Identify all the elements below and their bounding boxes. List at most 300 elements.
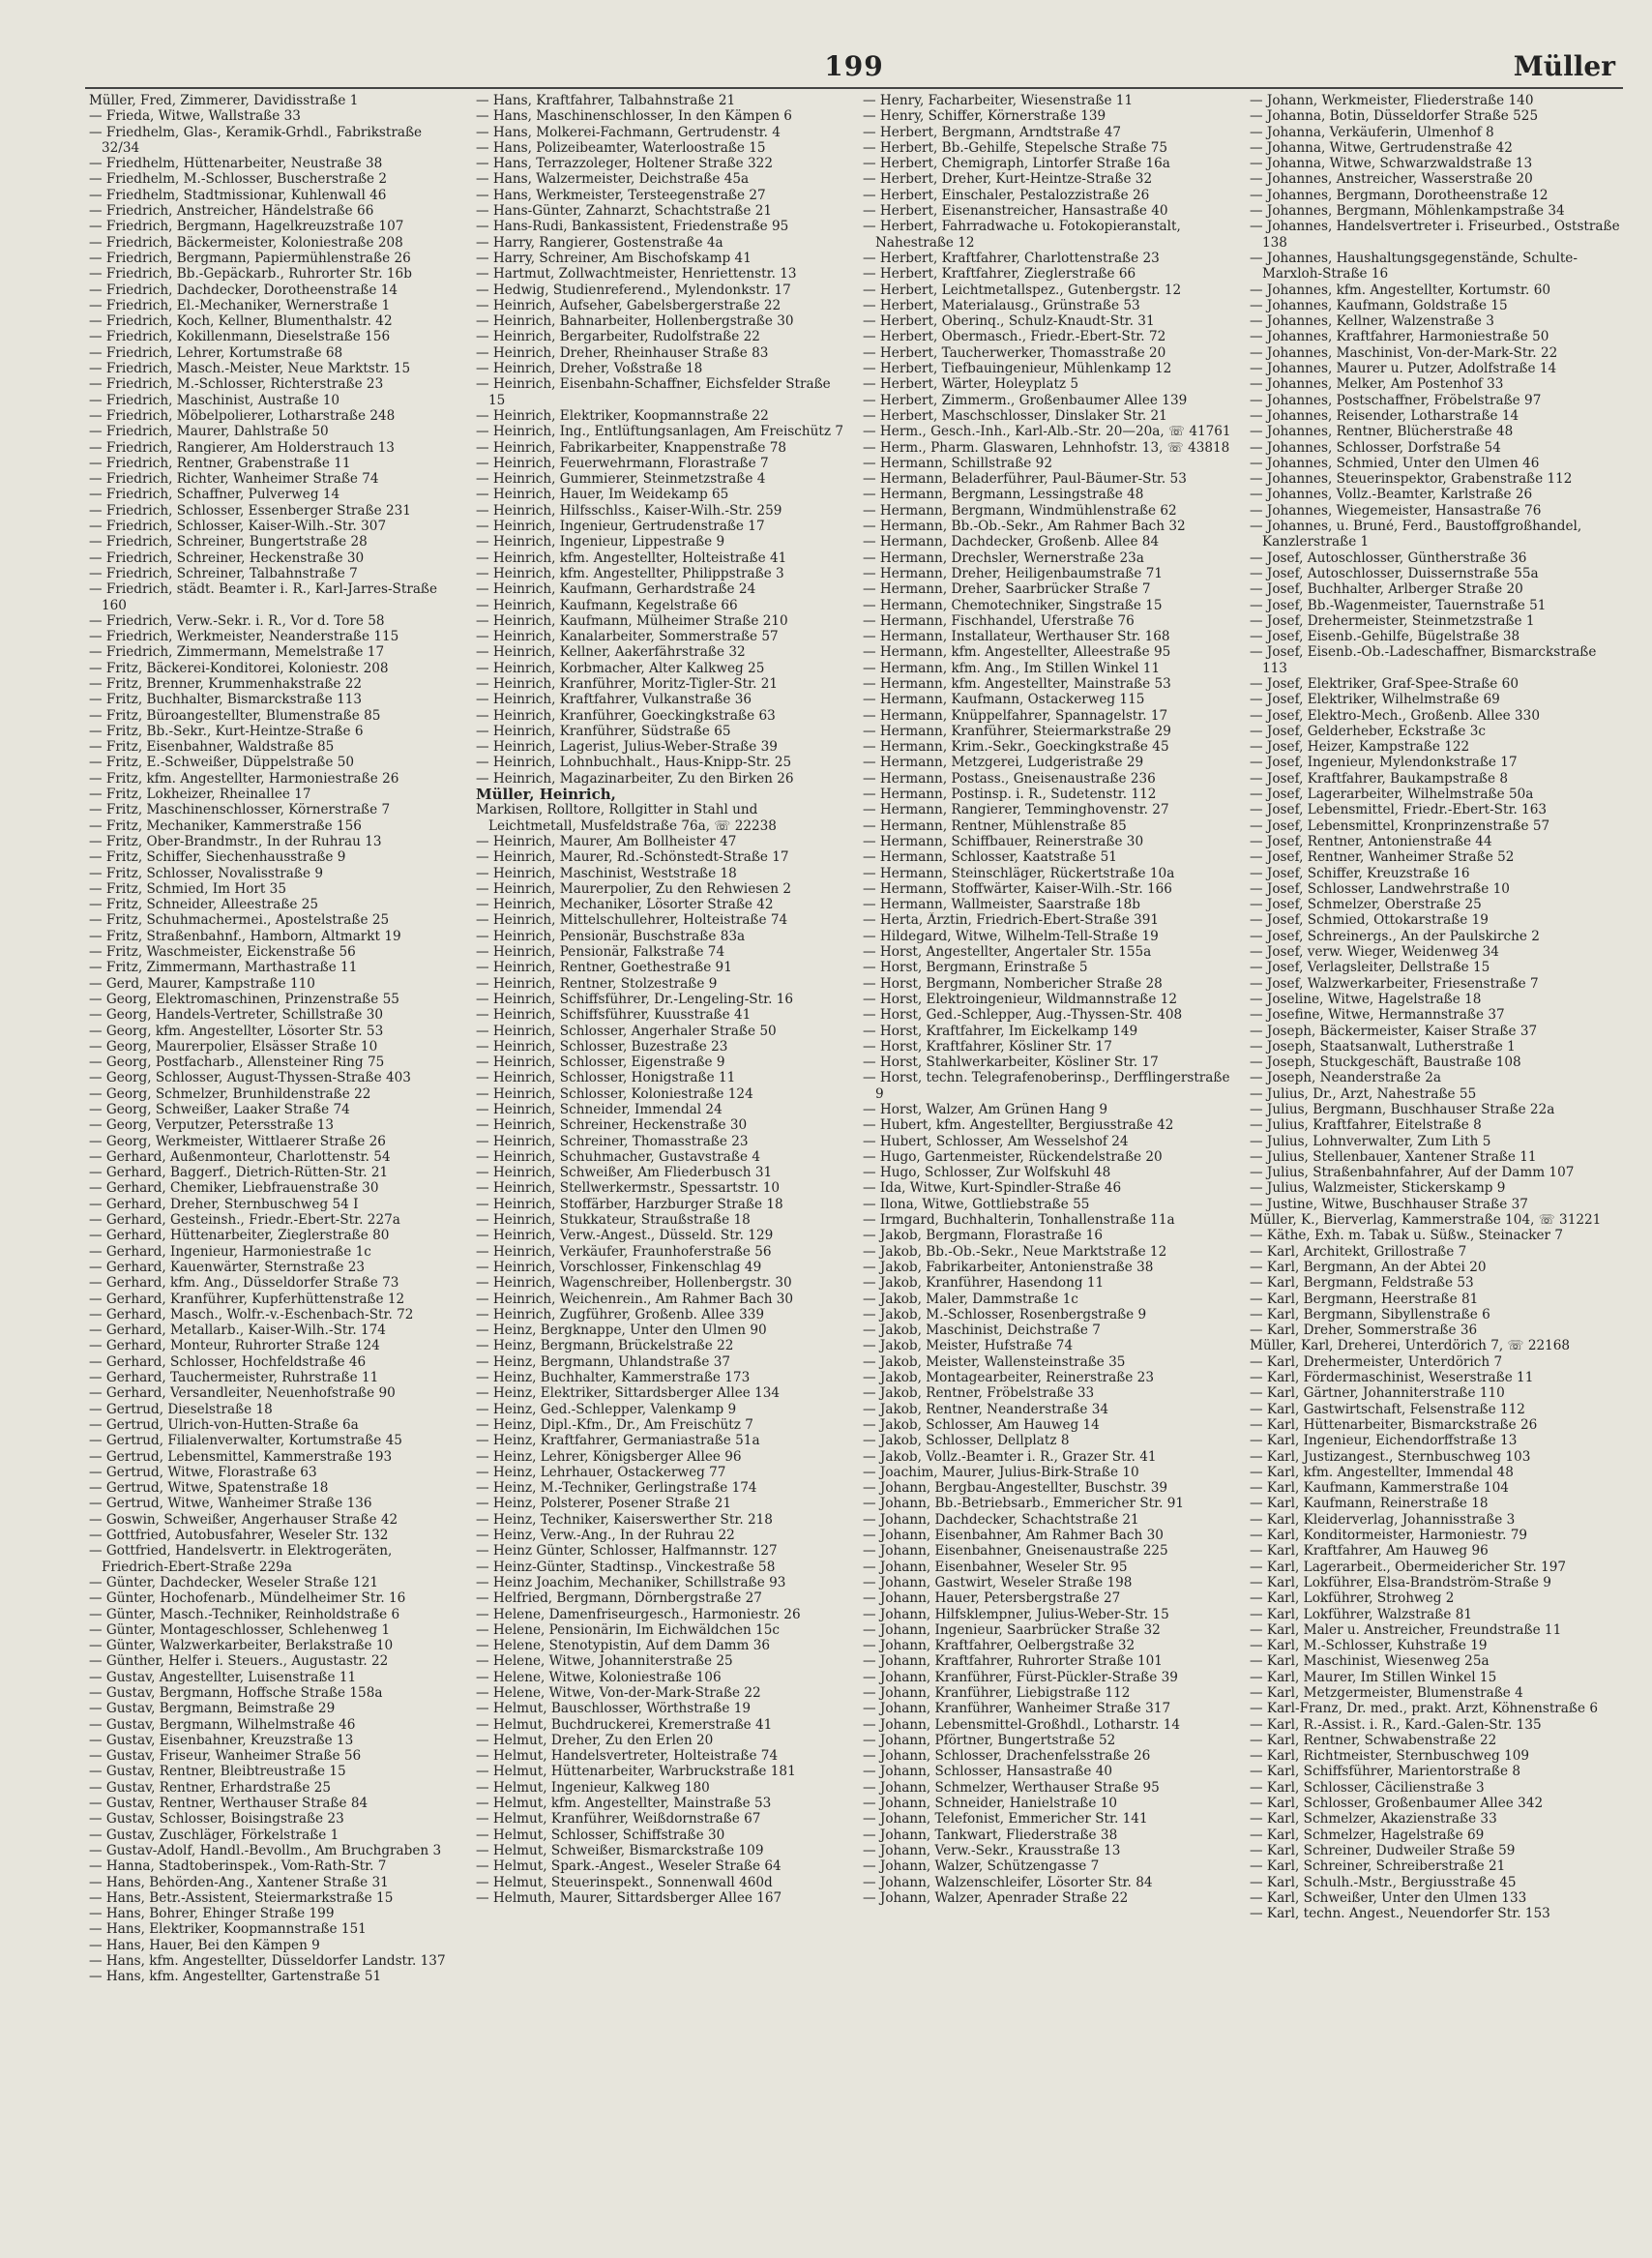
directory-entry: — Ilona, Witwe, Gottliebstraße 55: [863, 1196, 1090, 1212]
directory-entry: — Josef, Lagerarbeiter, Wilhelmstraße 50a: [1250, 787, 1534, 803]
directory-entry: — Gerhard, Außenmonteur, Charlottenstr. 54: [89, 1148, 391, 1165]
directory-entry: — Fritz, Schuhmachermei., Apostelstraße 25: [89, 912, 390, 929]
directory-entry: — Günter, Montageschlosser, Schlehenweg 1: [89, 1621, 391, 1638]
directory-entry: — Josef, Rentner, Antonienstraße 44: [1250, 833, 1492, 849]
directory-entry: — Heinrich, Schreiner, Heckenstraße 30: [476, 1117, 748, 1134]
directory-entry: — Fritz, Ober-Brandmstr., In der Ruhrau 13: [89, 833, 382, 849]
directory-entry: — Fritz, Schmied, Im Hort 35: [89, 880, 286, 897]
directory-entry: — Johann, Gastwirt, Weseler Straße 198: [863, 1574, 1133, 1590]
directory-entry: — Joseph, Stuckgeschäft, Baustraße 108: [1250, 1055, 1521, 1071]
directory-entry: — Gustav, Rentner, Werthauser Straße 84: [89, 1796, 369, 1812]
directory-entry: — Gustav, Bergmann, Wilhelmstraße 46: [89, 1716, 356, 1733]
directory-entry: — Johannes, Vollz.-Beamter, Karlstraße 26: [1250, 487, 1533, 503]
directory-entry: — Johanna, Witwe, Gertrudenstraße 42: [1250, 139, 1513, 156]
directory-entry: — Karl, Konditormeister, Harmoniestr. 79: [1250, 1528, 1528, 1544]
directory-entry: — Karl, Bergmann, Feldstraße 53: [1250, 1275, 1474, 1292]
directory-entry: — Heinrich, Stoffärber, Harzburger Straße 18: [476, 1196, 783, 1212]
directory-entry: — Fritz, E.-Schweißer, Düppelstraße 50: [89, 755, 355, 771]
directory-entry: — Josef, Schreinergs., An der Paulskirche 2: [1250, 928, 1540, 944]
directory-entry: — Karl, Schlosser, Großenbaumer Allee 342: [1250, 1796, 1544, 1812]
directory-entry: — Friedrich, Verw.-Sekr. i. R., Vor d. Tore 58: [89, 612, 385, 629]
directory-entry: — Johann, Bergbau-Angestellter, Buschstr. 39: [863, 1480, 1168, 1497]
directory-entry: — Heinrich, Rentner, Stolzestraße 9: [476, 975, 718, 992]
directory-entry: — Jakob, Schlosser, Am Hauweg 14: [863, 1416, 1100, 1433]
directory-entry: — Heinz, Techniker, Kaiserswerther Str. 218: [476, 1511, 773, 1528]
directory-entry: — Fritz, kfm. Angestellter, Harmoniestraße 26: [89, 770, 399, 787]
directory-entry: — Herbert, Taucherwerker, Thomasstraße 20: [863, 344, 1166, 361]
directory-entry: — Josef, Elektriker, Wilhelmstraße 69: [1250, 692, 1500, 708]
directory-entry: — Johann, Walzenschleifer, Lösorter Str. 84: [863, 1874, 1153, 1890]
directory-entry: — Johannes, Melker, Am Postenhof 33: [1250, 376, 1504, 393]
directory-entry: — Josef, Autoschlosser, Duissernstraße 55a: [1250, 565, 1539, 581]
directory-entry: — Josef, Rentner, Wanheimer Straße 52: [1250, 849, 1515, 866]
directory-entry: — Heinrich, Schlosser, Koloniestraße 124: [476, 1085, 753, 1102]
directory-entry: — Josef, Lebensmittel, Kronprinzenstraße 57: [1250, 817, 1550, 834]
directory-entry: — Heinrich, Kellner, Aakerfährstraße 32: [476, 644, 746, 661]
directory-entry: — Heinrich, Kanalarbeiter, Sommerstraße 57: [476, 629, 779, 645]
directory-entry: — Hildegard, Witwe, Wilhelm-Tell-Straße 19: [863, 928, 1159, 944]
directory-entry: — Heinz, Buchhalter, Kammerstraße 173: [476, 1370, 751, 1386]
directory-entry: — Helmut, Steuerinspekt., Sonnenwall 460d: [476, 1874, 773, 1890]
directory-entry: — Karl, Lagerarbeit., Obermeidericher Str. 197: [1250, 1559, 1567, 1575]
directory-column-2: [476, 93, 849, 2245]
directory-entry: — Hermann, Schlosser, Kaatstraße 51: [863, 849, 1117, 866]
directory-entry: — Goswin, Schweißer, Angerhauser Straße 42: [89, 1511, 398, 1528]
directory-entry: — Hans, Betr.-Assistent, Steiermarkstraße 15: [89, 1889, 394, 1906]
directory-entry: — Heinrich, Mechaniker, Lösorter Straße 42: [476, 897, 774, 913]
directory-entry: Müller, K., Bierverlag, Kammerstraße 104, ☏ 31221: [1250, 1212, 1602, 1229]
directory-entry: — Karl, Lokführer, Strohweg 2: [1250, 1590, 1455, 1607]
directory-entry: — Friedrich, Schreiner, Heckenstraße 30: [89, 550, 365, 566]
directory-entry: — Herbert, Einschaler, Pestalozzistraße 26: [863, 187, 1150, 203]
directory-entry: — Gertrud, Lebensmittel, Kammerstraße 193: [89, 1448, 393, 1465]
directory-entry: — Karl, Schmelzer, Akazienstraße 33: [1250, 1811, 1497, 1827]
directory-entry: — Heinrich, Vorschlosser, Finkenschlag 49: [476, 1259, 762, 1275]
directory-entry: — Heinrich, Verw.-Angest., Düsseld. Str. 129: [476, 1228, 774, 1244]
directory-entry: — Friedrich, Bergmann, Hagelkreuzstraße 107: [89, 219, 404, 235]
directory-entry: — Friedrich, Schreiner, Bungertstraße 28: [89, 534, 368, 550]
directory-entry: — Johann, Tankwart, Fliederstraße 38: [863, 1827, 1118, 1843]
directory-entry: — Friedrich, Bb.-Gepäckarb., Ruhrorter Str. 16b: [89, 266, 412, 282]
directory-entry: — Gottfried, Handelsvertr. in Elektrogeräten, Friedrich-Ebert-Straße 229a: [89, 1543, 393, 1575]
directory-entry: — Josef, Bb.-Wagenmeister, Tauernstraße 51: [1250, 597, 1547, 613]
directory-entry: — Hermann, Schiffbauer, Reinerstraße 30: [863, 833, 1144, 849]
directory-entry: — Jakob, Montagearbeiter, Reinerstraße 23: [863, 1370, 1154, 1386]
directory-entry: — Jakob, Fabrikarbeiter, Antonienstraße 38: [863, 1259, 1154, 1275]
directory-entry: — Gustav, Bergmann, Hoffsche Straße 158a: [89, 1684, 383, 1701]
directory-entry: — Johann, Walzer, Schützengasse 7: [863, 1858, 1100, 1875]
directory-entry: — Karl, kfm. Angestellter, Immendal 48: [1250, 1464, 1514, 1480]
directory-entry: — Friedrich, Masch.-Meister, Neue Marktstr. 15: [89, 361, 411, 377]
directory-entry: — Gustav, Eisenbahner, Kreuzstraße 13: [89, 1732, 354, 1748]
directory-entry: — Gertrud, Witwe, Wanheimer Straße 136: [89, 1496, 372, 1512]
directory-entry: — Heinz, M.-Techniker, Gerlingstraße 174: [476, 1480, 757, 1497]
directory-entry: — Fritz, Bb.-Sekr., Kurt-Heintze-Straße 6: [89, 723, 364, 739]
directory-entry: — Karl, Richtmeister, Sternbuschweg 109: [1250, 1748, 1530, 1765]
directory-entry: — Heinrich, Wagenschreiber, Hollenbergstr. 30: [476, 1275, 792, 1292]
directory-entry: — Gottfried, Autobusfahrer, Weseler Str. 132: [89, 1528, 389, 1544]
directory-entry: — Friedhelm, Stadtmissionar, Kuhlenwall 46: [89, 187, 387, 203]
directory-entry: — Karl, Schlosser, Cäcilienstraße 3: [1250, 1779, 1485, 1796]
directory-entry: — Karl, Maurer, Im Stillen Winkel 15: [1250, 1669, 1497, 1685]
directory-entry: — Joseph, Bäckermeister, Kaiser Straße 37: [1250, 1023, 1538, 1039]
directory-entry: — Joachim, Maurer, Julius-Birk-Straße 10: [863, 1464, 1139, 1480]
directory-entry: — Helmut, kfm. Angestellter, Mainstraße 53: [476, 1796, 772, 1812]
directory-entry: — Herbert, Kraftfahrer, Charlottenstraße 23: [863, 250, 1160, 266]
directory-entry: — Fritz, Bäckerei-Konditorei, Koloniestr. 208: [89, 660, 389, 676]
running-head: Müller: [1513, 50, 1615, 82]
directory-entry: — Josef, Lebensmittel, Friedr.-Ebert-Str. 163: [1250, 802, 1548, 818]
directory-entry: — Hubert, kfm. Angestellter, Bergiusstraße 42: [863, 1117, 1174, 1134]
directory-entry: — Josef, Eisenb.-Ob.-Ladeschaffner, Bismarckstraße 113: [1250, 644, 1597, 676]
directory-entry: — Jakob, Vollz.-Beamter i. R., Grazer Str. 41: [863, 1448, 1157, 1465]
directory-entry: — Heinrich, Mittelschullehrer, Holteistraße 74: [476, 912, 788, 929]
directory-entry: — Justine, Witwe, Buschhauser Straße 37: [1250, 1196, 1528, 1212]
directory-entry: — Johann, Schlosser, Hansastraße 40: [863, 1764, 1112, 1780]
directory-entry: — Helmut, Spark.-Angest., Weseler Straße 64: [476, 1858, 782, 1875]
directory-entry: — Jakob, Bergmann, Florastraße 16: [863, 1228, 1103, 1244]
directory-columns: [89, 93, 1623, 2245]
directory-entry: — Friedrich, Richter, Wanheimer Straße 74: [89, 471, 379, 488]
directory-entry: — Helene, Witwe, Koloniestraße 106: [476, 1669, 722, 1685]
directory-entry: — Gertrud, Filialenverwalter, Kortumstraße 45: [89, 1433, 402, 1449]
directory-entry: — Johannes, Bergmann, Möhlenkampstraße 34: [1250, 203, 1565, 220]
directory-entry: — Gerhard, Ingenieur, Harmoniestraße 1c: [89, 1243, 371, 1260]
directory-entry: — Friedrich, Dachdecker, Dorotheenstraße 14: [89, 282, 398, 298]
directory-entry: — Jakob, Rentner, Fröbelstraße 33: [863, 1385, 1095, 1402]
directory-entry: — Heinrich, Lagerist, Julius-Weber-Straße 39: [476, 739, 778, 756]
directory-entry: — Hermann, kfm. Ang., Im Stillen Winkel 11: [863, 660, 1161, 676]
directory-entry: — Friedrich, Rangierer, Am Holderstrauch 13: [89, 439, 395, 456]
directory-entry: — Georg, Elektromaschinen, Prinzenstraße 55: [89, 991, 399, 1007]
directory-entry: — Gerhard, Dreher, Sternbuschweg 54 I: [89, 1196, 359, 1212]
directory-entry: — Hugo, Gartenmeister, Rückendelstraße 20: [863, 1148, 1163, 1165]
directory-entry: — Gustav, Angestellter, Luisenstraße 11: [89, 1669, 357, 1685]
directory-entry: — Hermann, Wallmeister, Saarstraße 18b: [863, 897, 1140, 913]
directory-entry: — Johanna, Verkäuferin, Ulmenhof 8: [1250, 124, 1494, 140]
directory-entry: — Helene, Stenotypistin, Auf dem Damm 36: [476, 1638, 771, 1654]
directory-entry: — Friedrich, Kokillenmann, Dieselstraße 156: [89, 329, 391, 345]
directory-entry: — Josef, Buchhalter, Arlberger Straße 20: [1250, 581, 1523, 598]
directory-entry: — Hermann, Chemotechniker, Singstraße 15: [863, 597, 1163, 613]
directory-entry: — Heinrich, Lohnbuchhalt., Haus-Knipp-Str. 25: [476, 755, 792, 771]
directory-entry: — Friedrich, Maschinist, Austraße 10: [89, 392, 340, 408]
directory-entry: — Hermann, Fischhandel, Uferstraße 76: [863, 612, 1135, 629]
directory-entry: — Heinrich, Hauer, Im Weidekamp 65: [476, 487, 729, 503]
directory-entry: — Heinrich, Pensionär, Falkstraße 74: [476, 944, 725, 961]
directory-entry: — Georg, Schweißer, Laaker Straße 74: [89, 1102, 350, 1117]
directory-entry: — Gustav-Adolf, Handl.-Bevollm., Am Bruchgraben 3: [89, 1842, 442, 1858]
directory-entry: — Fritz, Eisenbahner, Waldstraße 85: [89, 739, 335, 756]
directory-entry: — Heinrich, Schneider, Immendal 24: [476, 1102, 723, 1117]
directory-entry: — Horst, Elektroingenieur, Wildmannstraße 12: [863, 991, 1178, 1007]
directory-entry: — Heinrich, Zugführer, Großenb. Allee 339: [476, 1306, 765, 1322]
directory-entry: — Gustav, Friseur, Wanheimer Straße 56: [89, 1748, 362, 1765]
directory-entry: — Heinrich, Weichenrein., Am Rahmer Bach 30: [476, 1291, 794, 1307]
directory-entry: — Hermann, Postinsp. i. R., Sudetenstr. 112: [863, 787, 1157, 803]
directory-entry: — Hanna, Stadtoberinspek., Vom-Rath-Str. 7: [89, 1858, 387, 1875]
directory-entry: — Horst, Kraftfahrer, Im Eickelkamp 149: [863, 1023, 1138, 1039]
directory-entry: — Hans, kfm. Angestellter, Düsseldorfer Landstr. 137: [89, 1953, 446, 1970]
directory-entry: — Herbert, Zimmerm., Großenbaumer Allee 139: [863, 392, 1188, 408]
directory-entry: — Friedrich, Maurer, Dahlstraße 50: [89, 424, 329, 440]
directory-entry: — Josef, Elektriker, Graf-Spee-Straße 60: [1250, 675, 1519, 692]
directory-entry: — Julius, Bergmann, Buschhauser Straße 22a: [1250, 1102, 1555, 1117]
directory-entry: — Herbert, Wärter, Holeyplatz 5: [863, 376, 1079, 393]
directory-entry: — Helmut, Kranführer, Weißdornstraße 67: [476, 1811, 761, 1827]
directory-entry: — Helmut, Ingenieur, Kalkweg 180: [476, 1779, 710, 1796]
directory-entry: — Karl, Rentner, Schwabenstraße 22: [1250, 1732, 1497, 1748]
directory-entry: — Jakob, M.-Schlosser, Rosenbergstraße 9: [863, 1306, 1147, 1322]
directory-entry: — Johann, Eisenbahner, Gneisenaustraße 225: [863, 1543, 1168, 1560]
directory-entry: — Karl, Architekt, Grillostraße 7: [1250, 1243, 1467, 1260]
page-number: 199: [824, 50, 884, 82]
directory-entry: — Hermann, Metzgerei, Ludgeristraße 29: [863, 755, 1144, 771]
directory-entry: — Johann, Werkmeister, Fliederstraße 140: [1250, 93, 1534, 108]
directory-entry: — Fritz, Maschinenschlosser, Körnerstraße 7: [89, 802, 391, 818]
directory-entry: — Gustav, Rentner, Erhardstraße 25: [89, 1779, 331, 1796]
directory-entry: — Gerhard, Hüttenarbeiter, Zieglerstraße 80: [89, 1228, 390, 1244]
directory-entry: — Johann, Lebensmittel-Großhdl., Lotharstr. 14: [863, 1716, 1181, 1733]
directory-entry: — Johann, Ingenieur, Saarbrücker Straße 32: [863, 1621, 1161, 1638]
directory-entry: — Johann, Schmelzer, Werthauser Straße 95: [863, 1779, 1160, 1796]
directory-entry: — Karl, M.-Schlosser, Kuhstraße 19: [1250, 1638, 1488, 1654]
directory-entry: — Herbert, Tiefbauingenieur, Mühlenkamp 12: [863, 361, 1172, 377]
directory-entry: — Helmut, Schweißer, Bismarckstraße 109: [476, 1842, 764, 1858]
directory-entry: — Johann, Verw.-Sekr., Krausstraße 13: [863, 1842, 1121, 1858]
directory-entry: — Johannes, Maurer u. Putzer, Adolfstraße 14: [1250, 361, 1557, 377]
directory-entry: — Heinz, Polsterer, Posener Straße 21: [476, 1496, 732, 1512]
directory-entry: — Julius, Straßenbahnfahrer, Auf der Damm 107: [1250, 1165, 1575, 1181]
directory-entry: — Hans, Behörden-Ang., Xantener Straße 31: [89, 1874, 389, 1890]
directory-entry: — Hans, Werkmeister, Tersteegenstraße 27: [476, 187, 766, 203]
directory-entry: — Hermann, Postass., Gneisenaustraße 236: [863, 770, 1156, 787]
directory-entry: — Julius, Stellenbauer, Xantener Straße 11: [1250, 1148, 1537, 1165]
directory-entry: — Karl, R.-Assist. i. R., Kard.-Galen-Str. 135: [1250, 1716, 1542, 1733]
directory-entry: — Johannes, Schlosser, Dorfstraße 54: [1250, 439, 1501, 456]
directory-entry: — Jakob, Kranführer, Hasendong 11: [863, 1275, 1105, 1292]
directory-entry: — Heinrich, Magazinarbeiter, Zu den Birken 26: [476, 770, 794, 787]
directory-entry: — Johann, Kranführer, Fürst-Pückler-Straße 39: [863, 1669, 1178, 1685]
directory-entry: — Helmut, Hüttenarbeiter, Warbruckstraße 181: [476, 1764, 796, 1780]
directory-entry: — Hermann, Kranführer, Steiermarkstraße 29: [863, 723, 1171, 739]
directory-entry: — Horst, Walzer, Am Grünen Hang 9: [863, 1102, 1108, 1117]
directory-entry: — Helmut, Dreher, Zu den Erlen 20: [476, 1732, 714, 1748]
directory-entry: — Herbert, Eisenanstreicher, Hansastraße 40: [863, 203, 1168, 220]
directory-entry: — Herbert, Materialausg., Grünstraße 53: [863, 297, 1140, 313]
directory-entry: — Johannes, kfm. Angestellter, Kortumstr. 60: [1250, 282, 1550, 298]
directory-entry: — Friedrich, Werkmeister, Neanderstraße 115: [89, 629, 399, 645]
directory-entry: — Johannes, Rentner, Blücherstraße 48: [1250, 424, 1514, 440]
directory-entry: — Jakob, Meister, Hufstraße 74: [863, 1338, 1074, 1354]
directory-entry: — Gerhard, Gesteinsh., Friedr.-Ebert-Str. 227a: [89, 1212, 400, 1229]
directory-entry: — Hans-Rudi, Bankassistent, Friedenstraße 95: [476, 219, 789, 235]
directory-entry: — Heinrich, Fabrikarbeiter, Knappenstraße 78: [476, 439, 787, 456]
directory-entry: — Jakob, Bb.-Ob.-Sekr., Neue Marktstraße 12: [863, 1243, 1167, 1260]
directory-entry: — Heinz Joachim, Mechaniker, Schillstraße 93: [476, 1574, 786, 1590]
directory-entry: — Hubert, Schlosser, Am Wesselshof 24: [863, 1133, 1129, 1149]
directory-entry: — Friedrich, Lehrer, Kortumstraße 68: [89, 344, 343, 361]
directory-entry: — Julius, Walzmeister, Stickerskamp 9: [1250, 1180, 1506, 1197]
directory-entry: — Jakob, Meister, Wallensteinstraße 35: [863, 1353, 1126, 1370]
directory-entry: — Friedrich, Zimmermann, Memelstraße 17: [89, 644, 385, 661]
directory-entry: — Karl, Metzgermeister, Blumenstraße 4: [1250, 1684, 1523, 1701]
directory-entry: — Johann, Kranführer, Liebigstraße 112: [863, 1684, 1131, 1701]
directory-entry: — Heinrich, Hilfsschlss., Kaiser-Wilh.-Str. 259: [476, 502, 782, 519]
directory-entry: — Friedrich, Schlosser, Essenberger Straße 231: [89, 502, 411, 519]
directory-entry: — Karl, Justizangest., Sternbuschweg 103: [1250, 1448, 1531, 1465]
directory-entry: — Harry, Rangierer, Gostenstraße 4a: [476, 234, 723, 251]
directory-entry: — Josef, Schmied, Ottokarstraße 19: [1250, 912, 1489, 929]
directory-entry: — Johann, Telefonist, Emmericher Str. 141: [863, 1811, 1148, 1827]
directory-entry: — Hermann, Dreher, Heiligenbaumstraße 71: [863, 565, 1164, 581]
directory-entry: — Julius, Lohnverwalter, Zum Lith 5: [1250, 1133, 1491, 1149]
directory-entry: — Johannes, Schmied, Unter den Ulmen 46: [1250, 455, 1540, 471]
directory-entry: — Fritz, Büroangestellter, Blumenstraße 85: [89, 707, 381, 724]
directory-entry: — Heinz, Bergmann, Brückelstraße 22: [476, 1338, 734, 1354]
directory-entry: — Hugo, Schlosser, Zur Wolfskuhl 48: [863, 1165, 1111, 1181]
directory-entry: — Friedhelm, Glas-, Keramik-Grhdl., Fabrikstraße 32/34: [89, 124, 423, 156]
directory-entry: — Hermann, Kaufmann, Ostackerweg 115: [863, 692, 1145, 708]
directory-column-3: [863, 93, 1236, 2245]
directory-entry: — Johanna, Witwe, Schwarzwaldstraße 13: [1250, 156, 1533, 172]
directory-entry: — Julius, Dr., Arzt, Nahestraße 55: [1250, 1085, 1477, 1102]
directory-entry: — Karl, Lokführer, Walzstraße 81: [1250, 1606, 1473, 1622]
directory-entry: — Herbert, Fahrradwache u. Fotokopieranstalt, Nahestraße 12: [863, 219, 1181, 251]
directory-entry: — Johannes, Postschaffner, Fröbelstraße 97: [1250, 392, 1542, 408]
directory-entry: — Frieda, Witwe, Wallstraße 33: [89, 108, 301, 125]
directory-entry: — Johann, Eisenbahner, Weseler Str. 95: [863, 1559, 1128, 1575]
directory-entry: — Johann, Eisenbahner, Am Rahmer Bach 30: [863, 1528, 1164, 1544]
directory-entry: — Georg, Werkmeister, Wittlaerer Straße 26: [89, 1133, 386, 1149]
directory-entry: — Horst, Angestellter, Angertaler Str. 155a: [863, 944, 1152, 961]
directory-entry: — Heinrich, Kaufmann, Mülheimer Straße 210: [476, 612, 788, 629]
directory-entry: — Gerhard, Kranführer, Kupferhüttenstraße 12: [89, 1291, 405, 1307]
directory-entry: — Gertrud, Witwe, Florastraße 63: [89, 1464, 317, 1480]
directory-entry: — Karl, Schreiner, Dudweiler Straße 59: [1250, 1842, 1516, 1858]
directory-entry: — Ida, Witwe, Kurt-Spindler-Straße 46: [863, 1180, 1122, 1197]
directory-entry: — Helmut, Bauschlosser, Wörthstraße 19: [476, 1701, 752, 1717]
directory-entry: — Horst, Bergmann, Nombericher Straße 28: [863, 975, 1163, 992]
directory-entry: — Herm., Gesch.-Inh., Karl-Alb.-Str. 20—20a, ☏ 41761: [863, 424, 1231, 440]
directory-entry: — Georg, Postfacharb., Allensteiner Ring 75: [89, 1055, 385, 1071]
directory-entry: — Georg, Maurerpolier, Elsässer Straße 10: [89, 1038, 378, 1055]
directory-entry: — Hermann, kfm. Angestellter, Mainstraße 53: [863, 675, 1171, 692]
directory-entry: — Fritz, Mechaniker, Kammerstraße 156: [89, 817, 362, 834]
directory-entry: — Heinrich, Schiffsführer, Dr.-Lengeling-Str. 16: [476, 991, 794, 1007]
directory-entry: — Julius, Kraftfahrer, Eitelstraße 8: [1250, 1117, 1482, 1134]
directory-entry: — Herbert, Oberinq., Schulz-Knaudt-Str. 31: [863, 313, 1155, 330]
directory-entry: — Heinrich, Elektriker, Koopmannstraße 22: [476, 407, 769, 424]
directory-entry: — Josef, Drehermeister, Steinmetzstraße 1: [1250, 612, 1535, 629]
directory-entry: — Hermann, Krim.-Sekr., Goeckingkstraße 45: [863, 739, 1169, 756]
directory-entry: — Johannes, Wiegemeister, Hansastraße 76: [1250, 502, 1542, 519]
directory-entry: — Harry, Schreiner, Am Bischofskamp 41: [476, 250, 752, 266]
directory-entry: — Helmut, Buchdruckerei, Kremerstraße 41: [476, 1716, 773, 1733]
directory-entry: — Gerhard, Tauchermeister, Ruhrstraße 11: [89, 1370, 379, 1386]
directory-entry: — Karl, Bergmann, Sibyllenstraße 6: [1250, 1306, 1490, 1322]
directory-entry: — Johann, Kraftfahrer, Oelbergstraße 32: [863, 1638, 1136, 1654]
directory-entry: — Johann, Schneider, Hanielstraße 10: [863, 1796, 1118, 1812]
directory-entry: — Heinrich, Maurer, Am Bollheister 47: [476, 833, 737, 849]
directory-entry: — Georg, Schmelzer, Brunhildenstraße 22: [89, 1085, 371, 1102]
directory-entry: — Heinz, Lehrer, Königsberger Allee 96: [476, 1448, 742, 1465]
directory-entry: — Hermann, Rentner, Mühlenstraße 85: [863, 817, 1127, 834]
directory-entry: Müller, Heinrich,: [476, 787, 616, 803]
directory-entry: — Heinrich, Aufseher, Gabelsbergerstraße 22: [476, 297, 782, 313]
directory-entry: — Josef, verw. Wieger, Weidenweg 34: [1250, 944, 1499, 961]
directory-entry: — Heinz, Lehrhauer, Ostackerweg 77: [476, 1464, 726, 1480]
directory-entry: — Helene, Damenfriseurgesch., Harmoniestr. 26: [476, 1606, 801, 1622]
directory-entry: — Josef, Schlosser, Landwehrstraße 10: [1250, 880, 1510, 897]
directory-entry: — Friedrich, Koch, Kellner, Blumenthalstr. 42: [89, 313, 393, 330]
directory-entry: — Heinrich, Feuerwehrmann, Florastraße 7: [476, 455, 769, 471]
directory-entry: — Josefine, Witwe, Hermannstraße 37: [1250, 1007, 1505, 1024]
directory-entry: — Hans, Kraftfahrer, Talbahnstraße 21: [476, 93, 736, 108]
directory-entry: — Karl, Schiffsführer, Marientorstraße 8: [1250, 1764, 1521, 1780]
directory-entry: — Johannes, u. Bruné, Ferd., Baustoffgroßhandel, Kanzlerstraße 1: [1250, 519, 1582, 550]
directory-entry: — Johann, Hilfsklempner, Julius-Weber-Str. 15: [863, 1606, 1169, 1622]
directory-entry: — Gertrud, Witwe, Spatenstraße 18: [89, 1480, 329, 1497]
directory-entry: — Georg, Handels-Vertreter, Schillstraße 30: [89, 1007, 384, 1024]
directory-entry: — Hartmut, Zollwachtmeister, Henriettenstr. 13: [476, 266, 797, 282]
directory-entry: — Josef, Gelderheber, Eckstraße 3c: [1250, 723, 1486, 739]
directory-entry: — Gertrud, Dieselstraße 18: [89, 1401, 273, 1417]
directory-entry: — Heinrich, Kaufmann, Kegelstraße 66: [476, 597, 738, 613]
directory-entry: — Josef, Autoschlosser, Güntherstraße 36: [1250, 550, 1527, 566]
directory-entry: — Helmut, Handelsvertreter, Holteistraße 74: [476, 1748, 779, 1765]
directory-entry: — Hans, Hauer, Bei den Kämpen 9: [89, 1937, 320, 1953]
directory-entry: — Hermann, Installateur, Werthauser Str. 168: [863, 629, 1170, 645]
directory-entry: — Johannes, Kaufmann, Goldstraße 15: [1250, 297, 1508, 313]
directory-entry: — Johannes, Reisender, Lotharstraße 14: [1250, 407, 1519, 424]
directory-entry: — Karl, Hüttenarbeiter, Bismarckstraße 26: [1250, 1416, 1538, 1433]
directory-entry: — Friedrich, Möbelpolierer, Lotharstraße 248: [89, 407, 396, 424]
directory-entry: — Helmut, Schlosser, Schiffstraße 30: [476, 1827, 725, 1843]
directory-entry: — Horst, Stahlwerkarbeiter, Kösliner Str. 17: [863, 1055, 1159, 1071]
directory-entry: — Karl, Fördermaschinist, Weserstraße 11: [1250, 1370, 1534, 1386]
directory-entry: — Herbert, Maschschlosser, Dinslaker Str. 21: [863, 407, 1167, 424]
directory-entry: — Johann, Kranführer, Wanheimer Straße 317: [863, 1701, 1171, 1717]
directory-entry: — Johannes, Maschinist, Von-der-Mark-Str. 22: [1250, 344, 1558, 361]
directory-entry: — Hermann, Drechsler, Wernerstraße 23a: [863, 550, 1144, 566]
directory-entry: — Heinz, Bergknappe, Unter den Ulmen 90: [476, 1322, 767, 1339]
directory-entry: — Fritz, Lokheizer, Rheinallee 17: [89, 787, 311, 803]
directory-entry: — Karl, Schulh.-Mstr., Bergiusstraße 45: [1250, 1874, 1517, 1890]
directory-entry: — Jakob, Maler, Dammstraße 1c: [863, 1291, 1078, 1307]
directory-entry: — Karl-Franz, Dr. med., prakt. Arzt, Köhnenstraße 6: [1250, 1701, 1599, 1717]
directory-entry: — Günter, Masch.-Techniker, Reinholdstraße 6: [89, 1606, 400, 1622]
directory-entry: — Johannes, Steuerinspektor, Grabenstraße 112: [1250, 471, 1573, 488]
directory-entry: — Heinrich, kfm. Angestellter, Philippstraße 3: [476, 565, 784, 581]
directory-entry: — Hermann, Knüppelfahrer, Spannagelstr. 17: [863, 707, 1168, 724]
directory-entry: — Karl, Schreiner, Schreiberstraße 21: [1250, 1858, 1506, 1875]
directory-entry: — Heinrich, Stellwerkermstr., Spessartstr. 10: [476, 1180, 781, 1197]
directory-entry: — Karl, Kaufmann, Reinerstraße 18: [1250, 1496, 1489, 1512]
directory-entry: — Hermann, Bb.-Ob.-Sekr., Am Rahmer Bach 32: [863, 519, 1186, 535]
directory-entry: — Herbert, Obermasch., Friedr.-Ebert-Str. 72: [863, 329, 1166, 345]
directory-entry: — Karl, Kleiderverlag, Johannisstraße 3: [1250, 1511, 1516, 1528]
directory-entry: — Horst, Kraftfahrer, Kösliner Str. 17: [863, 1038, 1112, 1055]
directory-entry: — Heinrich, Schlosser, Buzestraße 23: [476, 1038, 728, 1055]
directory-column-4: [1250, 93, 1623, 2245]
directory-entry: — Karl, Gastwirtschaft, Felsenstraße 112: [1250, 1401, 1525, 1417]
directory-entry: — Heinrich, Maurer, Rd.-Schönstedt-Straße 17: [476, 849, 789, 866]
directory-entry: — Gustav, Zuschläger, Förkelstraße 1: [89, 1827, 339, 1843]
directory-entry: — Gerhard, kfm. Ang., Düsseldorfer Straße 73: [89, 1275, 399, 1292]
directory-entry: — Helene, Witwe, Johanniterstraße 25: [476, 1653, 733, 1670]
directory-entry: — Friedrich, M.-Schlosser, Richterstraße 23: [89, 376, 384, 393]
